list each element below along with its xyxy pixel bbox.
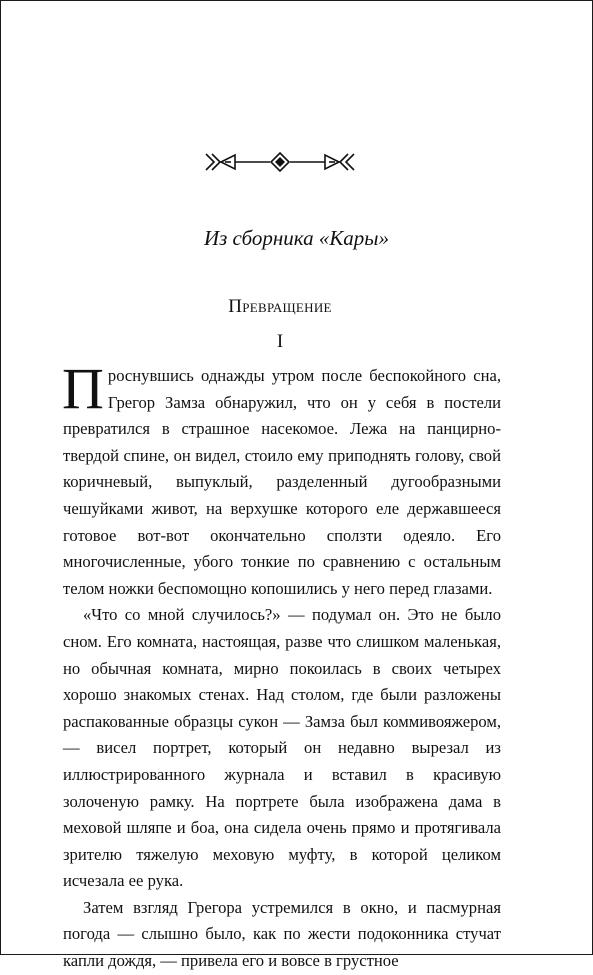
chapter-numeral: I [276, 331, 284, 352]
paragraph-2: «Что со мной случилось?» — подумал он. Это не было сном. Его комната, настоящая, разве что слишком маленькая, но обычная комната, мирно покоилась в своих четырех хорошо знакомых стенах. Над столом, где были разложены распакованные образцы сукон — Замза был коммивояжером, — висел портрет, который он недавно вырезал из иллюстрированного журнала и вставил в красивую золоченую рамку. На портрете была изображена дама в меховой шляпе и боа, она сидела очень прямо и протягивала зрителю тяжелую меховую муфту, в которой целиком исчезала ее рука. [63, 605, 501, 891]
collection-title: Из сборника «Кары» [203, 226, 390, 250]
story-body [62, 356, 501, 975]
paragraph-3: Затем взгляд Грегора устремился в окно, и пасмурная погода — слышно было, как по жести подоконника стучат капли дождя, — привела его и вовсе в грустное [63, 897, 501, 971]
story-title: Превращение [228, 296, 332, 317]
arrow-diamond-ornament-icon [203, 150, 357, 174]
paragraph-1 [62, 356, 501, 602]
drop-cap: П [62, 356, 104, 421]
paragraph-1-text: роснувшись однажды утром после беспокойного сна, Грегор Замза обнаружил, что он у себя в постели превратился в страшное насекомое. Лежа на панцирно-твердой спине, он видел, стоило ему приподнять голову, свой коричневый, выпуклый, разделенный дугообразными чешуйками живот, на верхушке которого еле державшееся готовое вот-вот окончательно сползти одеяло. Его многочисленные, убого тонкие по сравнению с остальным телом ножки беспомощно копошились у него перед глазами. [63, 366, 501, 598]
